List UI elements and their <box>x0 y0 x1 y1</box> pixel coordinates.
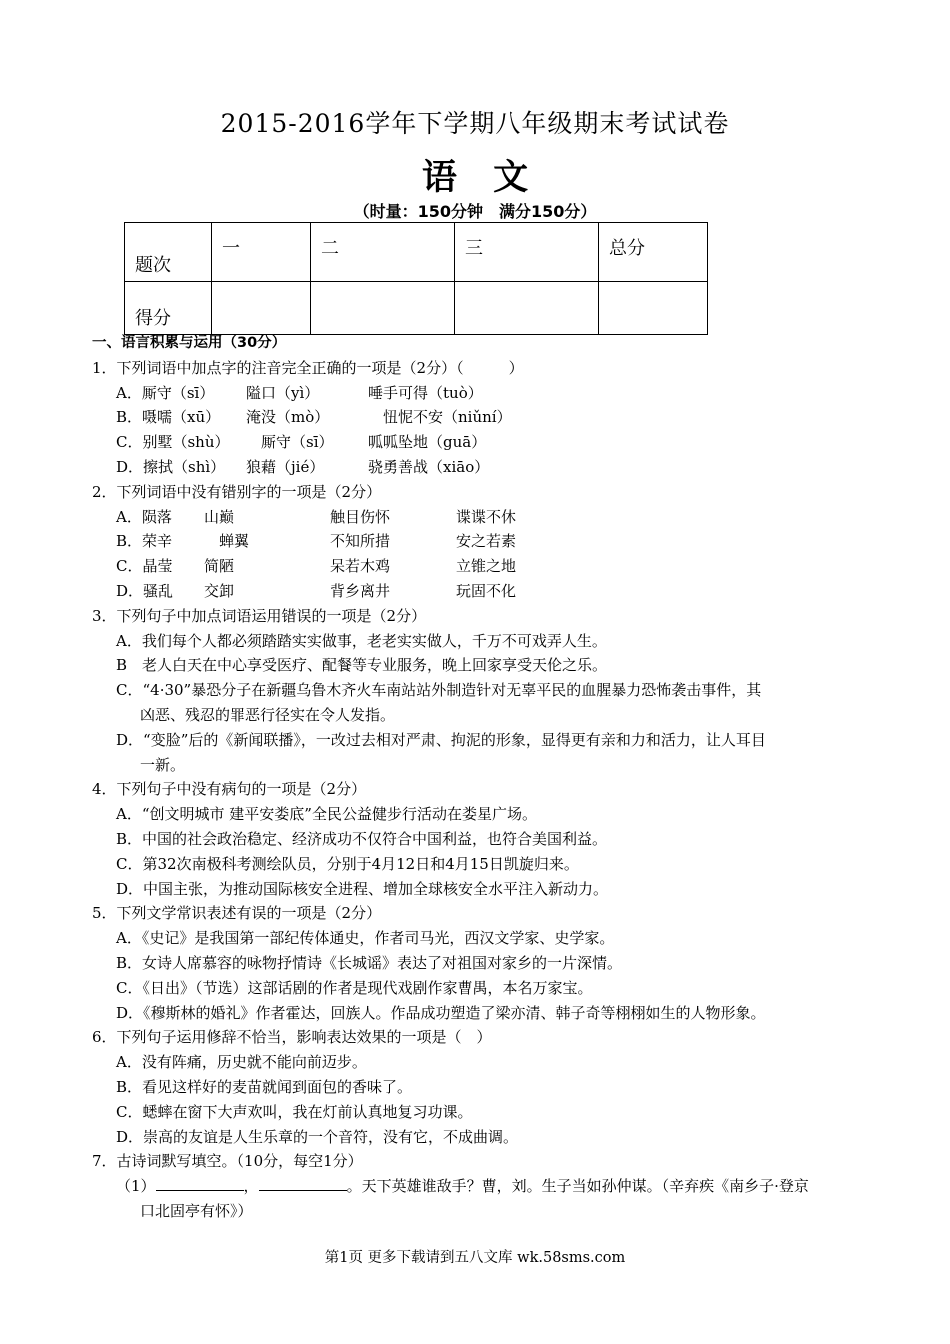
score-header-label: 题次 <box>125 223 212 282</box>
q3-option-b: B 老人白天在中心享受医疗、配餐等专业服务，晚上回家享受天伦之乐。 <box>116 656 608 675</box>
score-table-header-row <box>125 223 708 282</box>
subject-char-1: 语 <box>421 157 457 198</box>
score-cell-part-1[interactable] <box>212 282 311 335</box>
subject-title <box>0 150 950 200</box>
question-4: 4．下列句子中没有病句的一项是（2分） <box>92 780 367 799</box>
score-header-part-1: 一 <box>212 223 311 282</box>
q7-item-1 <box>92 1174 872 1199</box>
option-word: 触目伤怀 <box>330 507 391 526</box>
q1-option-d <box>92 455 872 480</box>
option-word: 交卸 <box>204 581 235 600</box>
q5-option-a: A．《史记》是我国第一部纪传体通史，作者司马光，西汉文学家、史学家。 <box>116 929 615 948</box>
subject-char-2: 文 <box>493 157 529 198</box>
score-header-total: 总分 <box>599 223 708 282</box>
q3-option-c-cont: 凶恶、残忍的罪恶行径实在令人发指。 <box>140 705 396 724</box>
q2-option-d <box>92 579 872 604</box>
q6-option-c: C．蟋蟀在窗下大声欢叫，我在灯前认真地复习功课。 <box>116 1102 473 1121</box>
q4-option-d: D．中国主张，为推动国际核安全进程、增加全球核安全水平注入新动力。 <box>116 879 609 898</box>
option-word: 隘口（yì） <box>246 383 320 402</box>
option-word: 山巅 <box>204 507 235 526</box>
option-word: D．擦拭（shì） <box>116 457 226 476</box>
item-text: 。天下英雄谁敌手？曹，刘。生子当如孙仲谋。（辛弃疾《南乡子·登京 <box>346 1177 809 1196</box>
option-word: 玩固不化 <box>456 581 517 600</box>
question-3: 3．下列句子中加点词语运用错误的一项是（2分） <box>92 606 427 625</box>
fill-blank[interactable] <box>259 1175 347 1191</box>
q2-option-a <box>92 505 872 530</box>
q2-option-b <box>92 529 872 554</box>
option-word: 蝉翼 <box>204 532 250 551</box>
q4-option-b: B．中国的社会政治稳定、经济成功不仅符合中国利益，也符合美国利益。 <box>116 829 608 848</box>
option-word: 不知所措 <box>330 532 391 551</box>
option-word: A．陨落 <box>116 507 172 526</box>
option-word: 立锥之地 <box>456 557 517 576</box>
q6-option-b: B．看见这样好的麦苗就闻到面包的香味了。 <box>116 1077 413 1096</box>
q6-option-d: D．崇高的友谊是人生乐章的一个音符，没有它，不成曲调。 <box>116 1127 519 1146</box>
blank-separator: ， <box>243 1177 259 1196</box>
exam-timing: （时量：150分钟 满分150分） <box>353 202 597 221</box>
option-word: 淹没（mò） <box>246 408 330 427</box>
q1-option-b <box>92 405 872 430</box>
exam-body <box>92 331 872 1224</box>
section-heading: 一、语言积累与运用（30分） <box>92 335 287 351</box>
option-word: A．厮守（sī） <box>116 383 215 402</box>
score-row-label: 得分 <box>125 282 212 335</box>
q2-option-c <box>92 554 872 579</box>
score-header-part-2: 二 <box>311 223 455 282</box>
q1-option-c <box>92 430 872 455</box>
option-word: 厮守（sī） <box>246 433 334 452</box>
q7-item-1-cont: 口北固亭有怀》） <box>140 1201 253 1220</box>
item-number: （1） <box>116 1177 156 1196</box>
option-word: 骁勇善战（xiāo） <box>368 457 490 476</box>
q3-option-d-cont: 一新。 <box>140 755 186 774</box>
option-word: C．晶莹 <box>116 557 173 576</box>
q5-option-c: C．《日出》（节选）这部话剧的作者是现代戏剧作家曹禺，本名万家宝。 <box>116 978 593 997</box>
score-cell-part-3[interactable] <box>455 282 599 335</box>
option-word: 背乡离井 <box>330 581 391 600</box>
question-7: 7．古诗词默写填空。（10分，每空1分） <box>92 1152 363 1171</box>
q3-option-c: C．“4·30”暴恐分子在新疆乌鲁木齐火车南站站外制造针对无辜平民的血腥暴力恐怖袭击事件，其 <box>116 681 762 700</box>
option-word: C．别墅（shù） <box>116 433 230 452</box>
question-1: 1．下列词语中加点字的注音完全正确的一项是（2分）（ ） <box>92 358 524 377</box>
score-header-part-3: 三 <box>455 223 599 282</box>
score-table-score-row <box>125 282 708 335</box>
option-word: 呱呱坠地（guā） <box>368 433 487 452</box>
score-cell-part-2[interactable] <box>311 282 455 335</box>
page-footer: 第1页 更多下载请到五八文库 wk.58sms.com <box>324 1250 626 1266</box>
question-5: 5．下列文学常识表述有误的一项是（2分） <box>92 904 382 923</box>
option-word: 谍谍不休 <box>456 507 517 526</box>
q5-option-d: D．《穆斯林的婚礼》作者霍达，回族人。作品成功塑造了梁亦清、韩子奇等栩栩如生的人物形象。 <box>116 1003 766 1022</box>
fill-blank[interactable] <box>156 1175 244 1191</box>
q3-option-a: A．我们每个人都必须踏踏实实做事，老老实实做人，千万不可戏弄人生。 <box>116 631 607 650</box>
option-word: 简陋 <box>204 557 235 576</box>
q4-option-c: C．第32次南极科考测绘队员，分别于4月12日和4月15日凯旋归来。 <box>116 854 579 873</box>
q6-option-a: A．没有阵痛，历史就不能向前迈步。 <box>116 1053 367 1072</box>
option-word: 唾手可得（tuò） <box>368 383 483 402</box>
question-2: 2．下列词语中没有错别字的一项是（2分） <box>92 482 382 501</box>
option-word: B．嗫嚅（xū） <box>116 408 221 427</box>
option-word: 忸怩不安（niǔní） <box>368 408 512 427</box>
option-word: 呆若木鸡 <box>330 557 391 576</box>
exam-title: 2015-2016学年下学期八年级期末考试试卷 <box>220 109 730 138</box>
score-table <box>124 222 708 335</box>
q4-option-a: A．“创文明城市 建平安娄底”全民公益健步行活动在娄星广场。 <box>116 805 537 824</box>
option-word: 安之若素 <box>456 532 517 551</box>
option-word: B．荣辛 <box>116 532 173 551</box>
option-word: 狼藉（jié） <box>246 457 325 476</box>
q3-option-d: D．“变脸”后的《新闻联播》，一改过去相对严肃、拘泥的形象，显得更有亲和力和活力，让人耳目 <box>116 730 766 749</box>
score-cell-total[interactable] <box>599 282 708 335</box>
option-word: D．骚乱 <box>116 581 174 600</box>
q5-option-b: B．女诗人席慕容的咏物抒情诗《长城谣》表达了对祖国对家乡的一片深情。 <box>116 953 623 972</box>
question-6: 6．下列句子运用修辞不恰当，影响表达效果的一项是（ ） <box>92 1028 492 1047</box>
q1-option-a <box>92 381 872 406</box>
